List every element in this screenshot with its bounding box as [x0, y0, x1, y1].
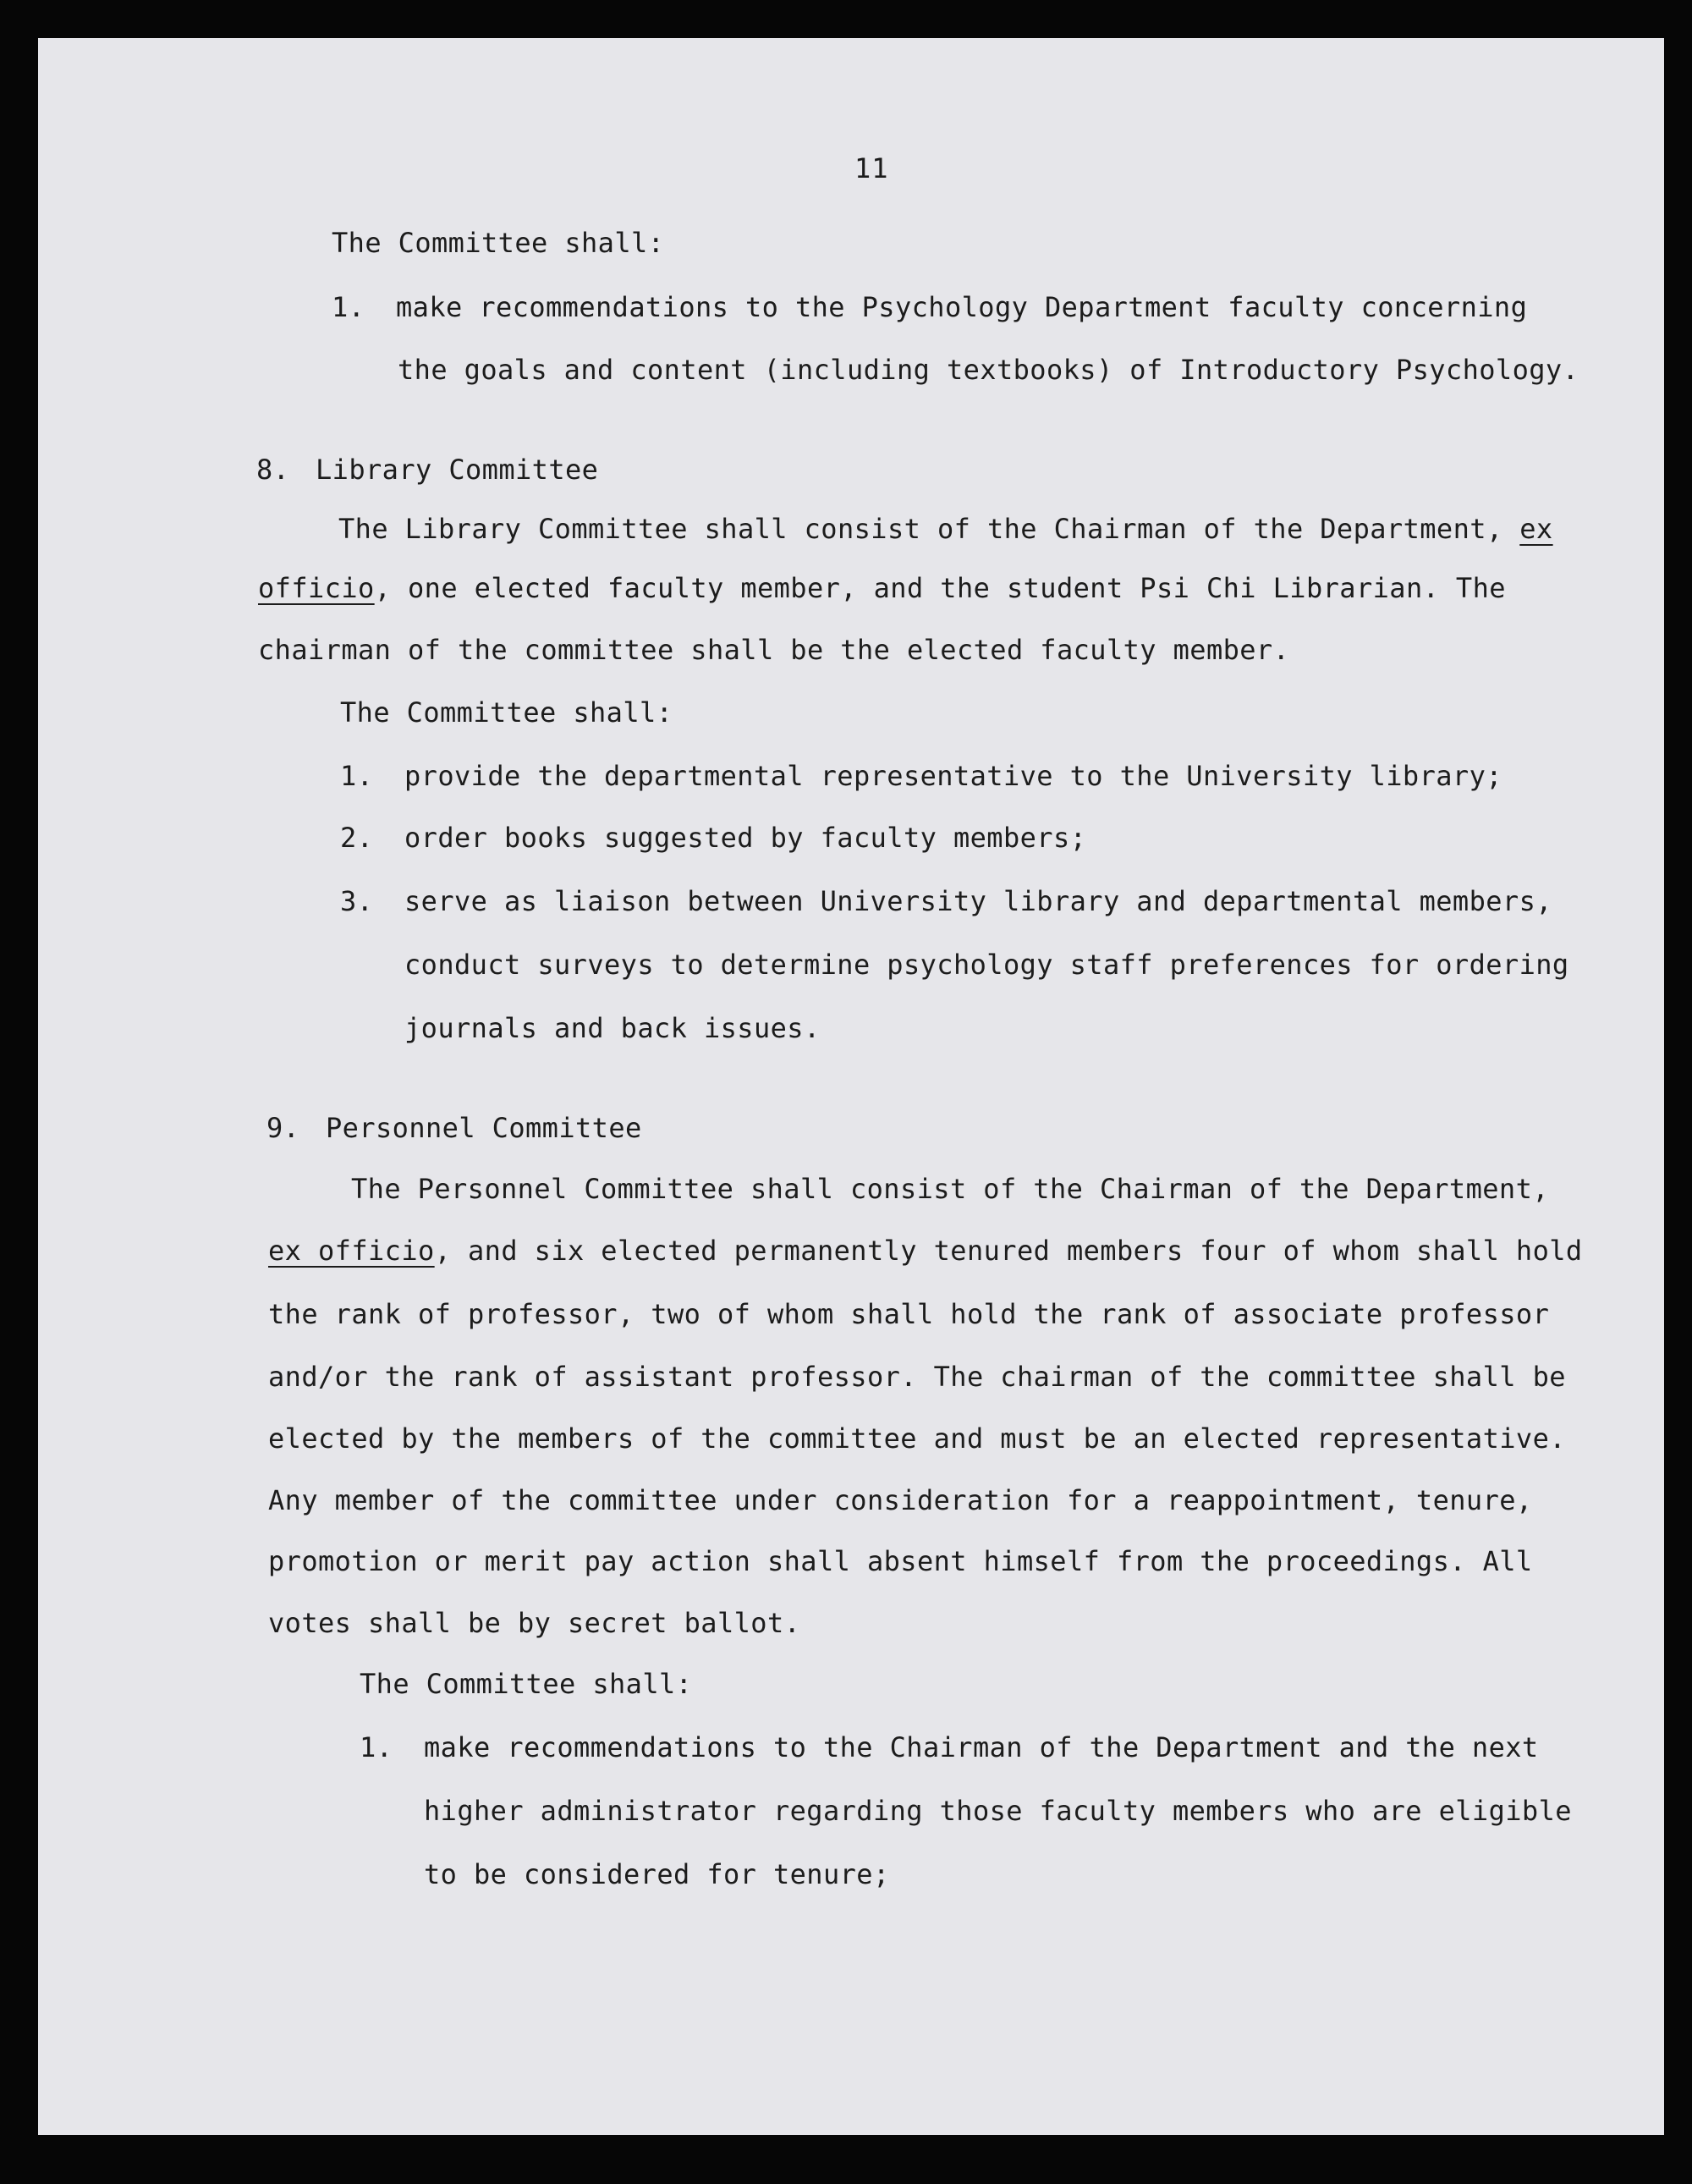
list-item-number: 1. [332, 291, 365, 323]
list-item-number: 1. [340, 760, 374, 792]
library-committee-shall: The Committee shall: [340, 696, 673, 729]
section-number: 9. [266, 1112, 300, 1144]
document-page [38, 38, 1664, 2135]
library-list-item [340, 759, 1502, 793]
library-list-item-continuation: conduct surveys to determine psychology staff preferences for ordering [404, 949, 1569, 981]
personnel-paragraph-line: Any member of the committee under consideration for a reappointment, tenure, [268, 1484, 1533, 1516]
page-number: 11 [854, 152, 889, 184]
personnel-committee-shall: The Committee shall: [360, 1668, 693, 1700]
personnel-paragraph-line: promotion or merit pay action shall absent himself from the proceedings. All [268, 1545, 1533, 1577]
list-item-number: 1. [360, 1731, 393, 1763]
library-paragraph-line: chairman of the committee shall be the elected faculty member. [258, 634, 1290, 666]
library-paragraph-line [258, 571, 1506, 605]
intro-committee-shall: The Committee shall: [332, 227, 665, 259]
paragraph-text: , and six elected permanently tenured members four of whom shall hold [434, 1235, 1583, 1267]
personnel-paragraph-line [268, 1234, 1583, 1268]
list-item-text: make recommendations to the Psychology Department faculty concerning [396, 291, 1528, 323]
list-item-text: provide the departmental representative to the University library; [404, 760, 1502, 792]
personnel-paragraph-line: votes shall be by secret ballot. [268, 1607, 801, 1639]
intro-list-item [332, 290, 1527, 324]
personnel-list-item-continuation: to be considered for tenure; [424, 1858, 890, 1890]
latin-term-underlined: ex [1519, 513, 1553, 545]
section-number: 8. [256, 454, 290, 486]
paragraph-text: , one elected faculty member, and the student Psi Chi Librarian. The [374, 572, 1506, 604]
list-item-number: 2. [340, 822, 374, 854]
personnel-list-item-continuation: higher administrator regarding those faculty members who are eligible [424, 1795, 1572, 1827]
personnel-list-item [360, 1730, 1539, 1764]
section-title: Library Committee [316, 454, 599, 486]
library-paragraph-line [338, 512, 1553, 546]
latin-term-underlined: officio [258, 572, 375, 604]
library-list-item [340, 821, 1086, 855]
library-committee-heading [256, 453, 598, 487]
paragraph-text: The Library Committee shall consist of the Chairman of the Department, [338, 513, 1503, 545]
list-item-number: 3. [340, 885, 374, 917]
personnel-paragraph-line: elected by the members of the committee and must be an elected representative. [268, 1422, 1566, 1455]
library-list-item-continuation: journals and back issues. [404, 1012, 821, 1044]
list-item-text: serve as liaison between University library and departmental members, [404, 885, 1552, 917]
list-item-text: make recommendations to the Chairman of the Department and the next [424, 1731, 1539, 1763]
intro-list-item-continuation: the goals and content (including textbooks) of Introductory Psychology. [398, 354, 1579, 386]
library-list-item [340, 884, 1552, 918]
personnel-paragraph-line: The Personnel Committee shall consist of the Chairman of the Department, [351, 1173, 1549, 1205]
section-title: Personnel Committee [326, 1112, 642, 1144]
personnel-paragraph-line: the rank of professor, two of whom shall hold the rank of associate professor [268, 1298, 1550, 1330]
list-item-text: order books suggested by faculty members; [404, 822, 1087, 854]
latin-term-underlined: ex officio [268, 1235, 435, 1267]
personnel-committee-heading [266, 1111, 642, 1145]
personnel-paragraph-line: and/or the rank of assistant professor. The chairman of the committee shall be [268, 1361, 1566, 1393]
